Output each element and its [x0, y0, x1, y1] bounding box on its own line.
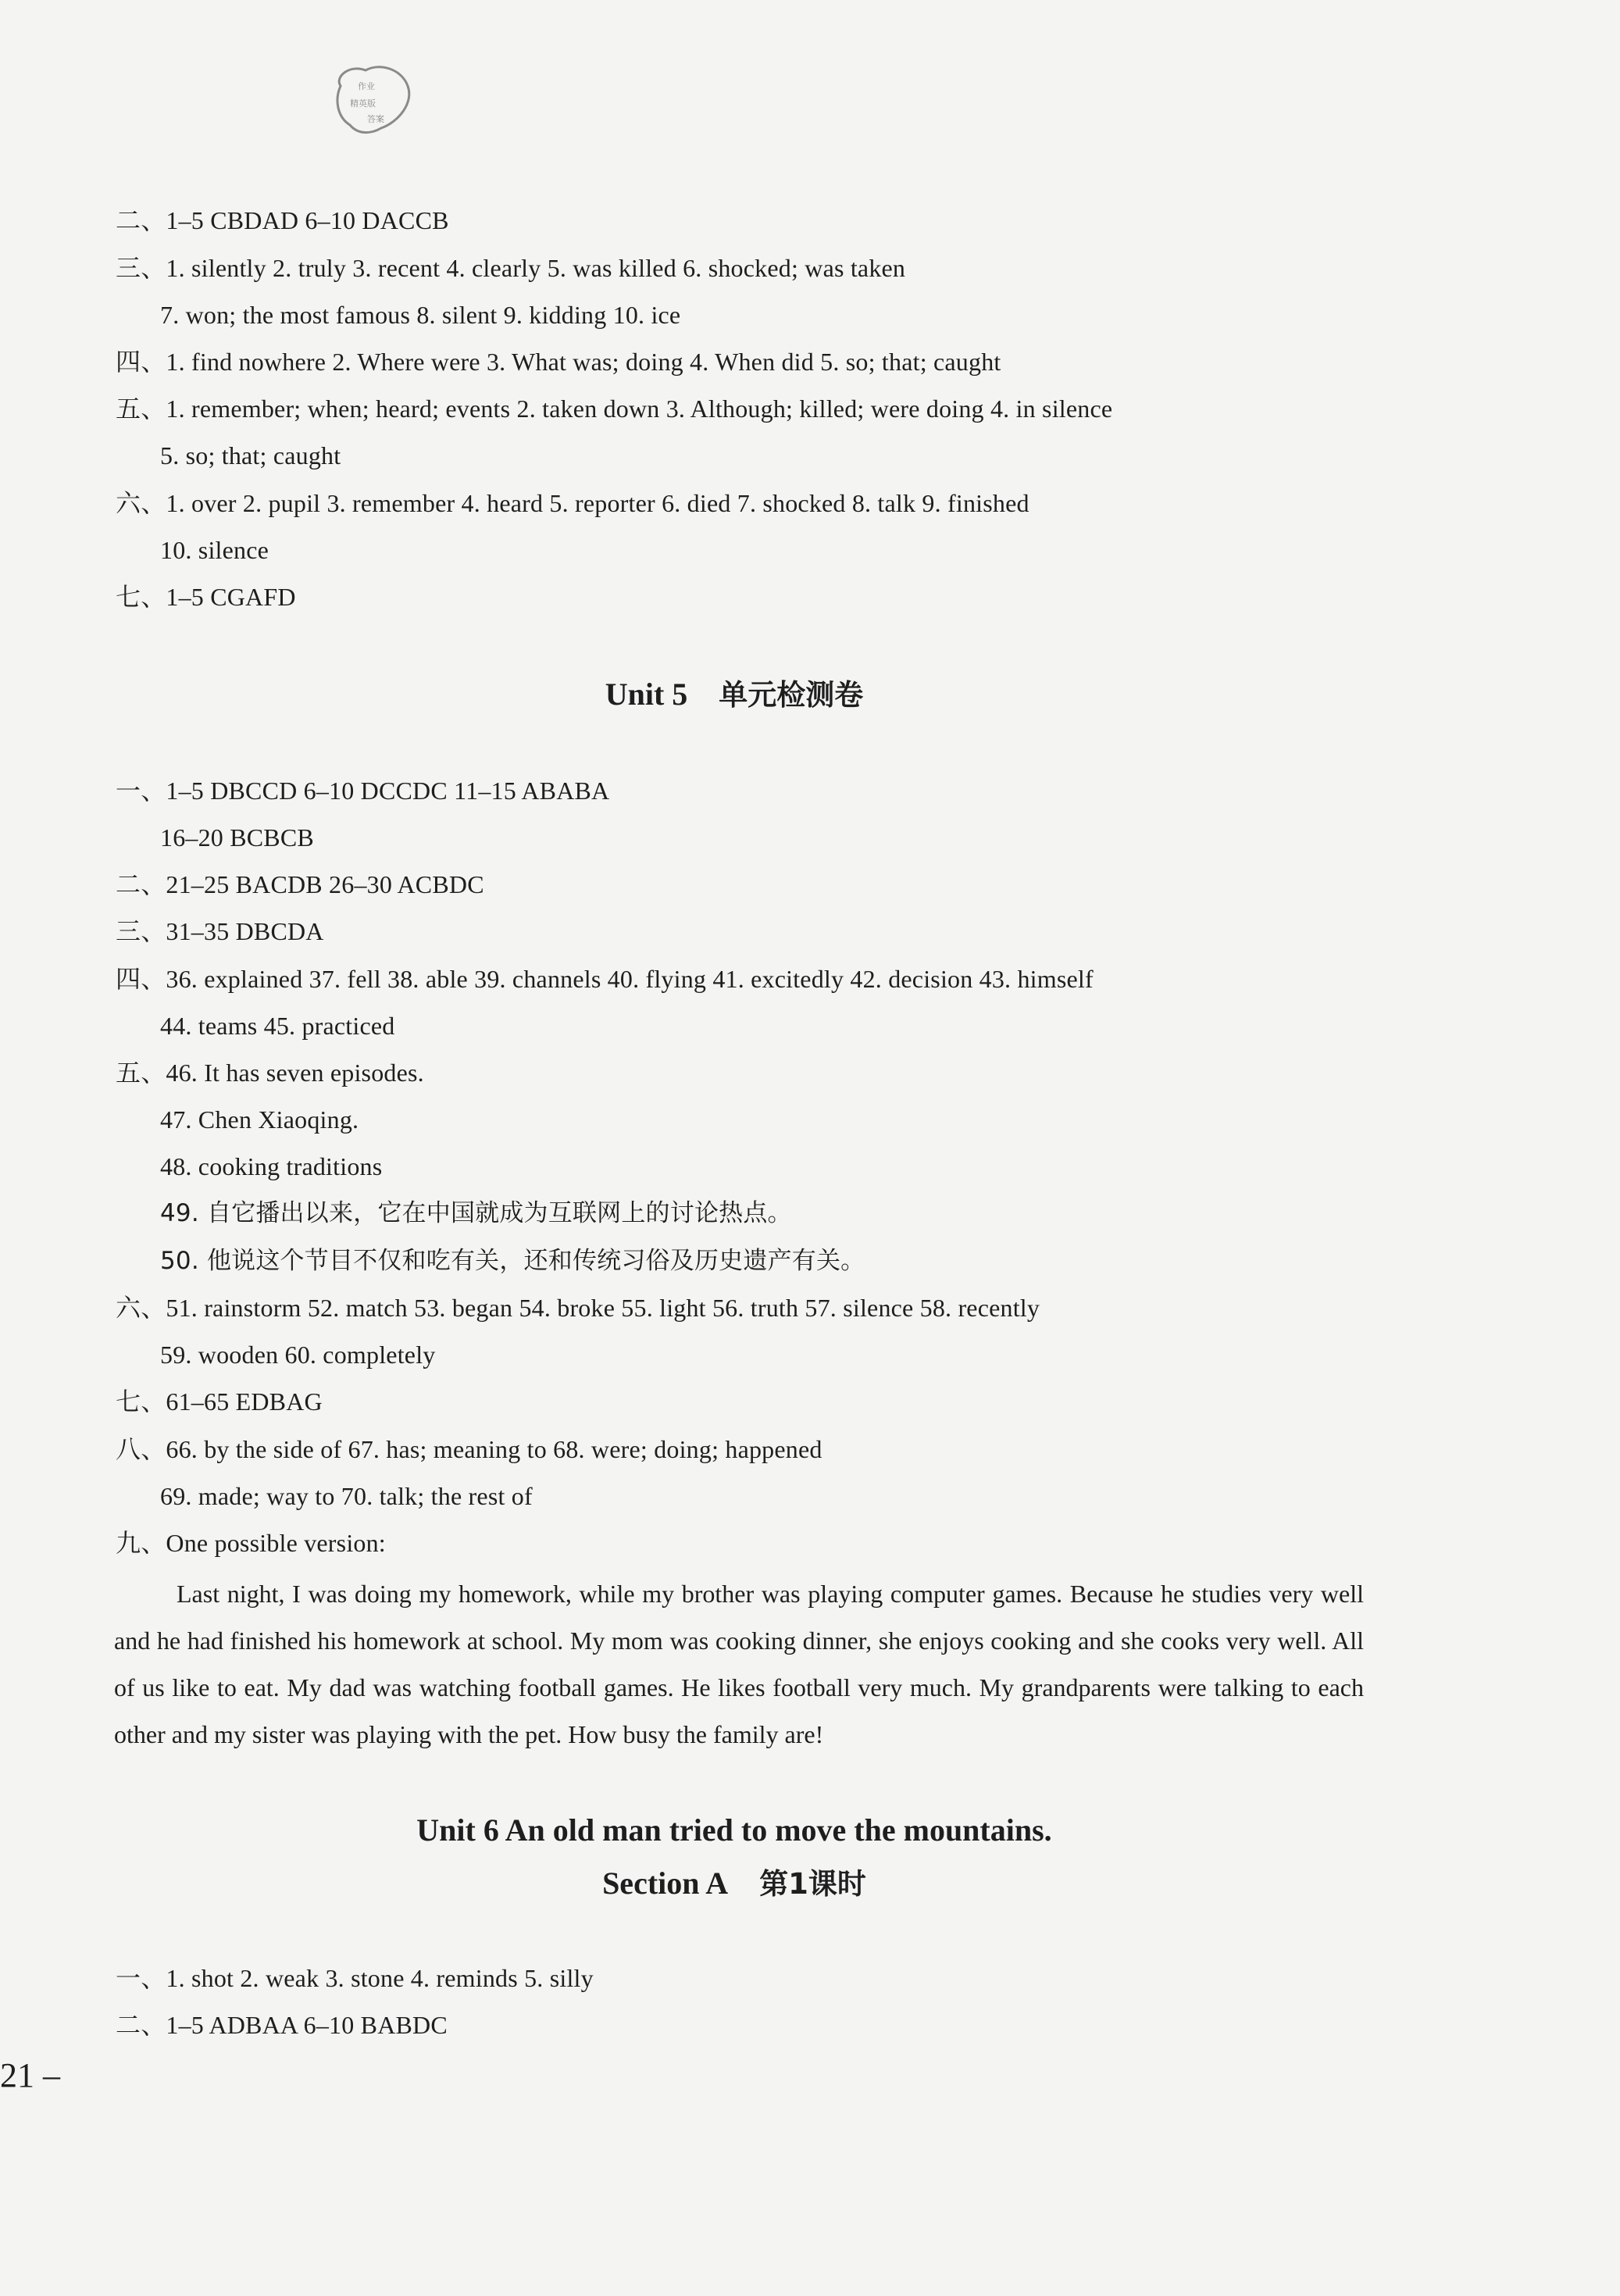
essay-paragraph: Last night, I was doing my homework, while my brother was playing computer games. Because he studies very well and he had finished his homework at school. My mom was cooking dinner, she enjoys cooking and she cooks very well. All of us like to eat. My dad was watching football games. He likes football very much. My grandparents were talking to each other and my sister was playing with the pet. How busy the family are! [114, 1580, 1364, 1748]
answer-line: 16–20 BCBCB [160, 823, 314, 852]
answer-line: 八、66. by the side of 67. has; meaning to 68. were; doing; happened [116, 1435, 822, 1463]
answer-line: 48. cooking traditions [160, 1152, 383, 1180]
answer-line: 七、61–65 EDBAG [116, 1387, 323, 1416]
answer-line: 5. so; that; caught [160, 441, 341, 470]
answer-line: 69. made; way to 70. talk; the rest of [160, 1482, 533, 1510]
answer-line: 一、1–5 DBCCD 6–10 DCCDC 11–15 ABABA [116, 777, 610, 805]
svg-text:精英版: 精英版 [350, 98, 376, 109]
page-number: 21 – [0, 2056, 60, 2094]
section-heading: Section A 第1课时 [602, 1866, 866, 1901]
answer-line: 50. 他说这个节目不仅和吃有关，还和传统习俗及历史遗产有关。 [160, 1247, 865, 1275]
answer-line: 七、1–5 CGAFD [116, 583, 296, 611]
stamp-logo [326, 62, 414, 137]
svg-text:答案: 答案 [367, 114, 384, 124]
answer-line: 7. won; the most famous 8. silent 9. kidding 10. ice [160, 301, 681, 329]
answer-line: 三、1. silently 2. truly 3. recent 4. clearly 5. was killed 6. shocked; was taken [116, 254, 906, 282]
answer-line: 10. silence [160, 536, 269, 564]
answer-line: 六、51. rainstorm 52. match 53. began 54. broke 55. light 56. truth 57. silence 58. recently [116, 1294, 1040, 1322]
answer-line: 五、46. It has seven episodes. [116, 1059, 424, 1087]
answer-line: 六、1. over 2. pupil 3. remember 4. heard 5. reporter 6. died 7. shocked 8. talk 9. finished [116, 489, 1029, 517]
answer-line: 47. Chen Xiaoqing. [160, 1105, 359, 1134]
answer-line: 九、One possible version: [116, 1529, 386, 1557]
answer-line: 三、31–35 DBCDA [116, 917, 324, 945]
answer-line: 一、1. shot 2. weak 3. stone 4. reminds 5. silly [116, 1964, 594, 1992]
answer-line: 二、21–25 BACDB 26–30 ACBDC [116, 870, 484, 898]
unit5-heading: Unit 5 单元检测卷 [605, 677, 864, 712]
answer-line: 五、1. remember; when; heard; events 2. taken down 3. Although; killed; were doing 4. in silence [116, 395, 1113, 423]
answer-line: 四、1. find nowhere 2. Where were 3. What was; doing 4. When did 5. so; that; caught [116, 348, 1001, 376]
answer-line: 49. 自它播出以来，它在中国就成为互联网上的讨论热点。 [160, 1199, 792, 1227]
unit6-heading: Unit 6 An old man tried to move the mountains. [416, 1812, 1052, 1848]
svg-text:作业: 作业 [358, 81, 375, 91]
answer-line: 59. wooden 60. completely [160, 1341, 436, 1369]
answer-line: 二、1–5 CBDAD 6–10 DACCB [116, 206, 449, 234]
answer-line: 44. teams 45. practiced [160, 1012, 395, 1040]
answer-line: 四、36. explained 37. fell 38. able 39. channels 40. flying 41. excitedly 42. decision 43. himself [116, 965, 1094, 993]
answer-line: 二、1–5 ADBAA 6–10 BABDC [116, 2011, 448, 2039]
